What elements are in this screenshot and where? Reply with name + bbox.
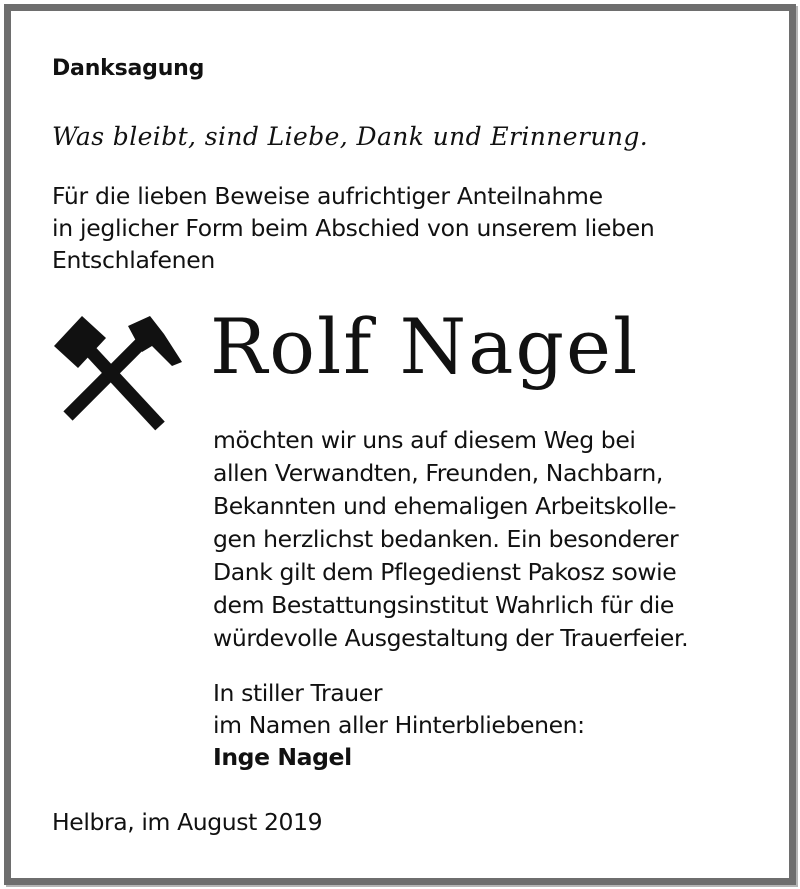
hammer-and-pick-icon: [52, 312, 184, 436]
thanks-line: gen herzlichst bedanken. Ein besonderer: [213, 525, 679, 553]
closing-line: im Namen aller Hinterbliebenen:: [213, 711, 585, 739]
thanks-line: Bekannten und ehemaligen Arbeitskolle-: [213, 492, 677, 520]
closing-line: In stiller Trauer: [213, 679, 383, 707]
thanks-line: würdevolle Ausgestaltung der Trauerfeier.: [213, 624, 689, 652]
intro-line: Entschlafenen: [52, 246, 216, 274]
notice-motto: Was bleibt, sind Liebe, Dank und Erinnerung.: [52, 122, 649, 151]
signature: Inge Nagel: [213, 743, 352, 771]
thanks-line: möchten wir uns auf diesem Weg bei: [213, 426, 636, 454]
closing-block: [213, 677, 585, 773]
intro-line: in jeglicher Form beim Abschied von unserem lieben: [52, 214, 655, 242]
place-date: Helbra, im August 2019: [52, 808, 323, 836]
thanks-line: allen Verwandten, Freunden, Nachbarn,: [213, 459, 663, 487]
notice-heading: Danksagung: [52, 56, 205, 81]
intro-line: Für die lieben Beweise aufrichtiger Anteilnahme: [52, 182, 603, 210]
thanks-line: Dank gilt dem Pflegedienst Pakosz sowie: [213, 558, 677, 586]
intro-text: [52, 180, 655, 276]
deceased-name: Rolf Nagel: [210, 302, 640, 391]
thanks-line: dem Bestattungsinstitut Wahrlich für die: [213, 591, 674, 619]
thanks-text: [213, 424, 688, 655]
